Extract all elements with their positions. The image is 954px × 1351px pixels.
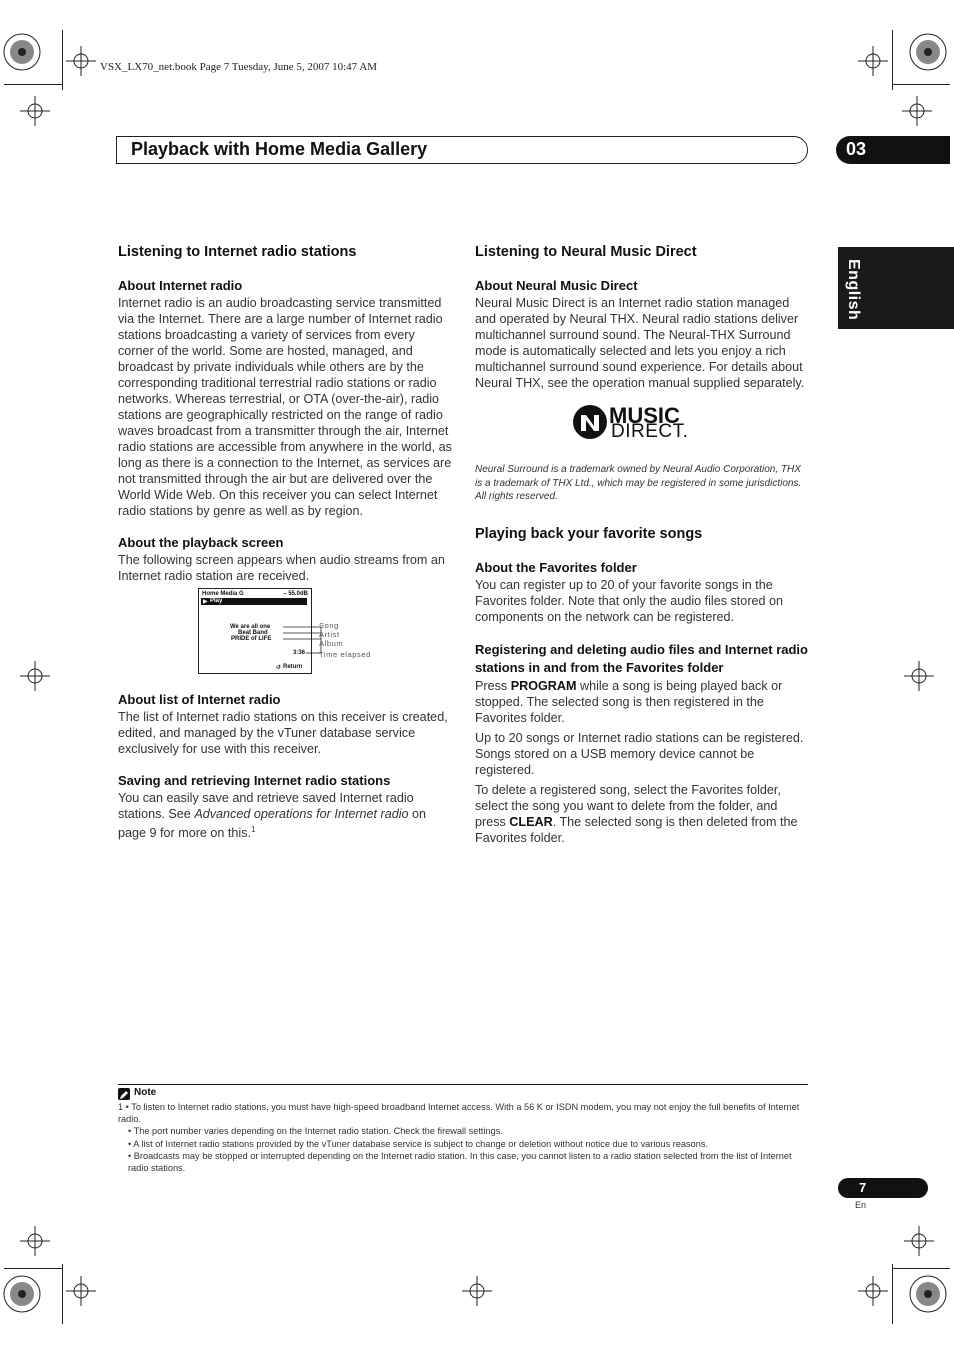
return-icon: ↺ [276, 665, 282, 671]
logo-text-music: MUSIC [609, 403, 680, 428]
crosshair-mark-right-lower [904, 1226, 934, 1256]
paragraph-about-neural: Neural Music Direct is an Internet radio station managed and operated by Neural THX. Neural radio stations deliver multichannel surround sound. The Neural-THX Surround mode is automatically selected and lets you enjoy a rich multichannel surround sound experience. For details about Neural THX, see the operation manual supplied separately. [475, 296, 805, 390]
crop-line [4, 84, 62, 85]
screen-level: – 55.0dB [283, 591, 308, 597]
page-title: Playback with Home Media Gallery [131, 139, 428, 159]
saving-text-post: on page 9 for more on this. [118, 807, 427, 841]
paragraph-playback-screen: The following screen appears when audio streams from an Internet radio station are received. [118, 553, 445, 583]
note-label: Note [134, 1087, 157, 1098]
note-3: • A list of Internet radio stations provided by the vTuner database service is subject to change or deletion without notice due to various reasons. [128, 1138, 708, 1149]
paragraph-list-of-radio: The list of Internet radio stations on this receiver is created, edited, and managed by the vTuner database service exclusively for use with this receiver. [118, 710, 448, 756]
callout-album: Album [319, 639, 344, 648]
crop-line [62, 1264, 63, 1324]
crosshair-mark-top-right [858, 46, 888, 76]
delete-text-post: . The selected song is then deleted from the Favorites folder. [475, 814, 798, 845]
subheading-registering: Registering and deleting audio files and Internet radio stations in and from the Favorites folder [475, 641, 808, 675]
neural-logo-icon [573, 405, 607, 439]
right-column [475, 244, 809, 862]
saving-cross-reference: Advanced operations for Internet radio [194, 807, 409, 821]
crosshair-mark-left-upper [20, 96, 50, 126]
logo-text-direct: DIRECT. [611, 421, 689, 442]
language-label: English [845, 259, 862, 321]
registration-mark-bottom-left [0, 1272, 60, 1332]
screen-title: Home Media G [202, 591, 244, 597]
note-4: • Broadcasts may be stopped or interrupted depending on the Internet radio station. In this case, you cannot listen to a radio station selected from the list of Internet radio stations. [128, 1150, 792, 1174]
subheading-saving: Saving and retrieving Internet radio stations [118, 773, 391, 788]
crosshair-mark-bottom-right [858, 1276, 888, 1306]
callout-artist: Artist [319, 630, 340, 639]
music-direct-logo [573, 403, 713, 443]
note-2: • The port number varies depending on the Internet radio station. Check the firewall settings. [128, 1126, 503, 1137]
crop-line [892, 1268, 950, 1269]
screen-return: Return [283, 664, 303, 670]
delete-text-pre: To delete a registered song, select the Favorites folder, select the song you want to delete from the folder, and press [475, 782, 781, 829]
crop-line [4, 1268, 62, 1269]
playback-screen-illustration [198, 588, 371, 674]
subheading-favorites-folder: About the Favorites folder [475, 559, 637, 575]
left-column [118, 244, 452, 857]
page-number: 7 [859, 1180, 867, 1195]
registration-mark-bottom-right [906, 1272, 954, 1332]
note-icon [118, 1088, 130, 1100]
crosshair-mark-bottom-left [66, 1276, 96, 1306]
notes-block [118, 1101, 808, 1174]
page-number-tab [838, 1178, 928, 1198]
registering-text-pre: Press [475, 678, 511, 693]
callout-song: Song [319, 621, 339, 630]
key-program: PROGRAM [510, 678, 577, 693]
subheading-about-internet-radio: About Internet radio [118, 278, 243, 293]
page-language: En [855, 1200, 867, 1210]
callout-lines [199, 589, 311, 673]
registration-mark-top-right [906, 30, 954, 90]
print-info: VSX_LX70_net.book Page 7 Tuesday, June 5, 2007 10:47 AM [100, 61, 378, 73]
paragraph-about-internet-radio: Internet radio is an audio broadcasting service transmitted via the Internet. There are a large number of Internet radio stations broadcasting a variety of services from every corner of the world. Some are hosted, managed, and broadcast by private individuals while others are by the corresponding traditional terrestrial radio stations or radio networks. Whereas terrestrial, or OTA (over-the-air), radio stations are geographically restricted on the range of radio waves broadcast from a transmitter through the air, Internet radio stations are accessible from anywhere in the world, as long as there is a connection to the Internet, as services are not transmitted through the air but are delivered over the World Wide Web. On this receiver you can select Internet radio stations by genre as well as by region. [118, 296, 452, 518]
pencil-icon [118, 1089, 130, 1101]
crosshair-mark-top [66, 46, 96, 76]
registration-mark-top-left [0, 30, 60, 90]
saving-text-pre: You can easily save and retrieve saved Internet radio stations. See [118, 791, 414, 821]
crosshair-mark-bottom-center [462, 1276, 492, 1306]
paragraph-favorites-folder: You can register up to 20 of your favorite songs in the Favorites folder. Note that only the audio files stored on components on the network can be registered. [475, 577, 784, 624]
screen-artist: Beat Band [238, 630, 268, 636]
subheading-about-neural: About Neural Music Direct [475, 278, 638, 293]
crosshair-mark-left-middle [20, 661, 50, 691]
crosshair-mark-left-lower [20, 1226, 50, 1256]
neural-n-icon [573, 405, 607, 439]
header-bar [116, 136, 808, 164]
screen-play: Play [210, 598, 223, 604]
crop-line [892, 84, 950, 85]
screen-song: We are all one [230, 624, 271, 630]
key-clear: CLEAR [509, 814, 553, 829]
screen-time: 3:36 [293, 650, 306, 656]
note-1: 1 • To listen to Internet radio stations, you must have high-speed broadband Internet access. With a 56 K or ISDN modem, you may not enjoy the full benefits of Internet radio. [118, 1102, 800, 1125]
crop-line [892, 1264, 893, 1324]
notes-divider [118, 1084, 808, 1085]
chapter-tab [836, 136, 950, 164]
paragraph-registering-3 [475, 782, 809, 846]
paragraph-saving [118, 790, 452, 841]
callout-time: Time elapsed [319, 650, 371, 659]
trademark-notice: Neural Surround is a trademark owned by Neural Audio Corporation, THX is a trademark of THX Ltd., which may be registered in some jurisdictions. All rights reserved. [475, 464, 802, 502]
crop-line [892, 30, 893, 90]
section-heading-internet-radio: Listening to Internet radio stations [118, 244, 357, 260]
chapter-number: 03 [846, 139, 867, 159]
section-heading-favorites: Playing back your favorite songs [475, 525, 703, 542]
subheading-list-of-radio: About list of Internet radio [118, 692, 281, 707]
language-tab [838, 247, 954, 329]
crosshair-mark-right-middle [904, 661, 934, 691]
subheading-playback-screen: About the playback screen [118, 535, 284, 550]
crosshair-mark-right-upper [902, 96, 932, 126]
screen-album: PRIDE of LIFE [231, 636, 272, 642]
registering-text-post: while a song is being played back or stopped. The selected song is then registered in the Favorites folder. [475, 678, 783, 725]
section-heading-neural: Listening to Neural Music Direct [475, 244, 697, 260]
footnote-ref: 1 [251, 825, 256, 834]
paragraph-registering-1 [475, 678, 809, 726]
play-icon: ▶ [203, 599, 208, 605]
crop-line [62, 30, 63, 90]
paragraph-registering-2: Up to 20 songs or Internet radio stations can be registered. Songs stored on a USB memory device cannot be registered. [475, 730, 804, 777]
